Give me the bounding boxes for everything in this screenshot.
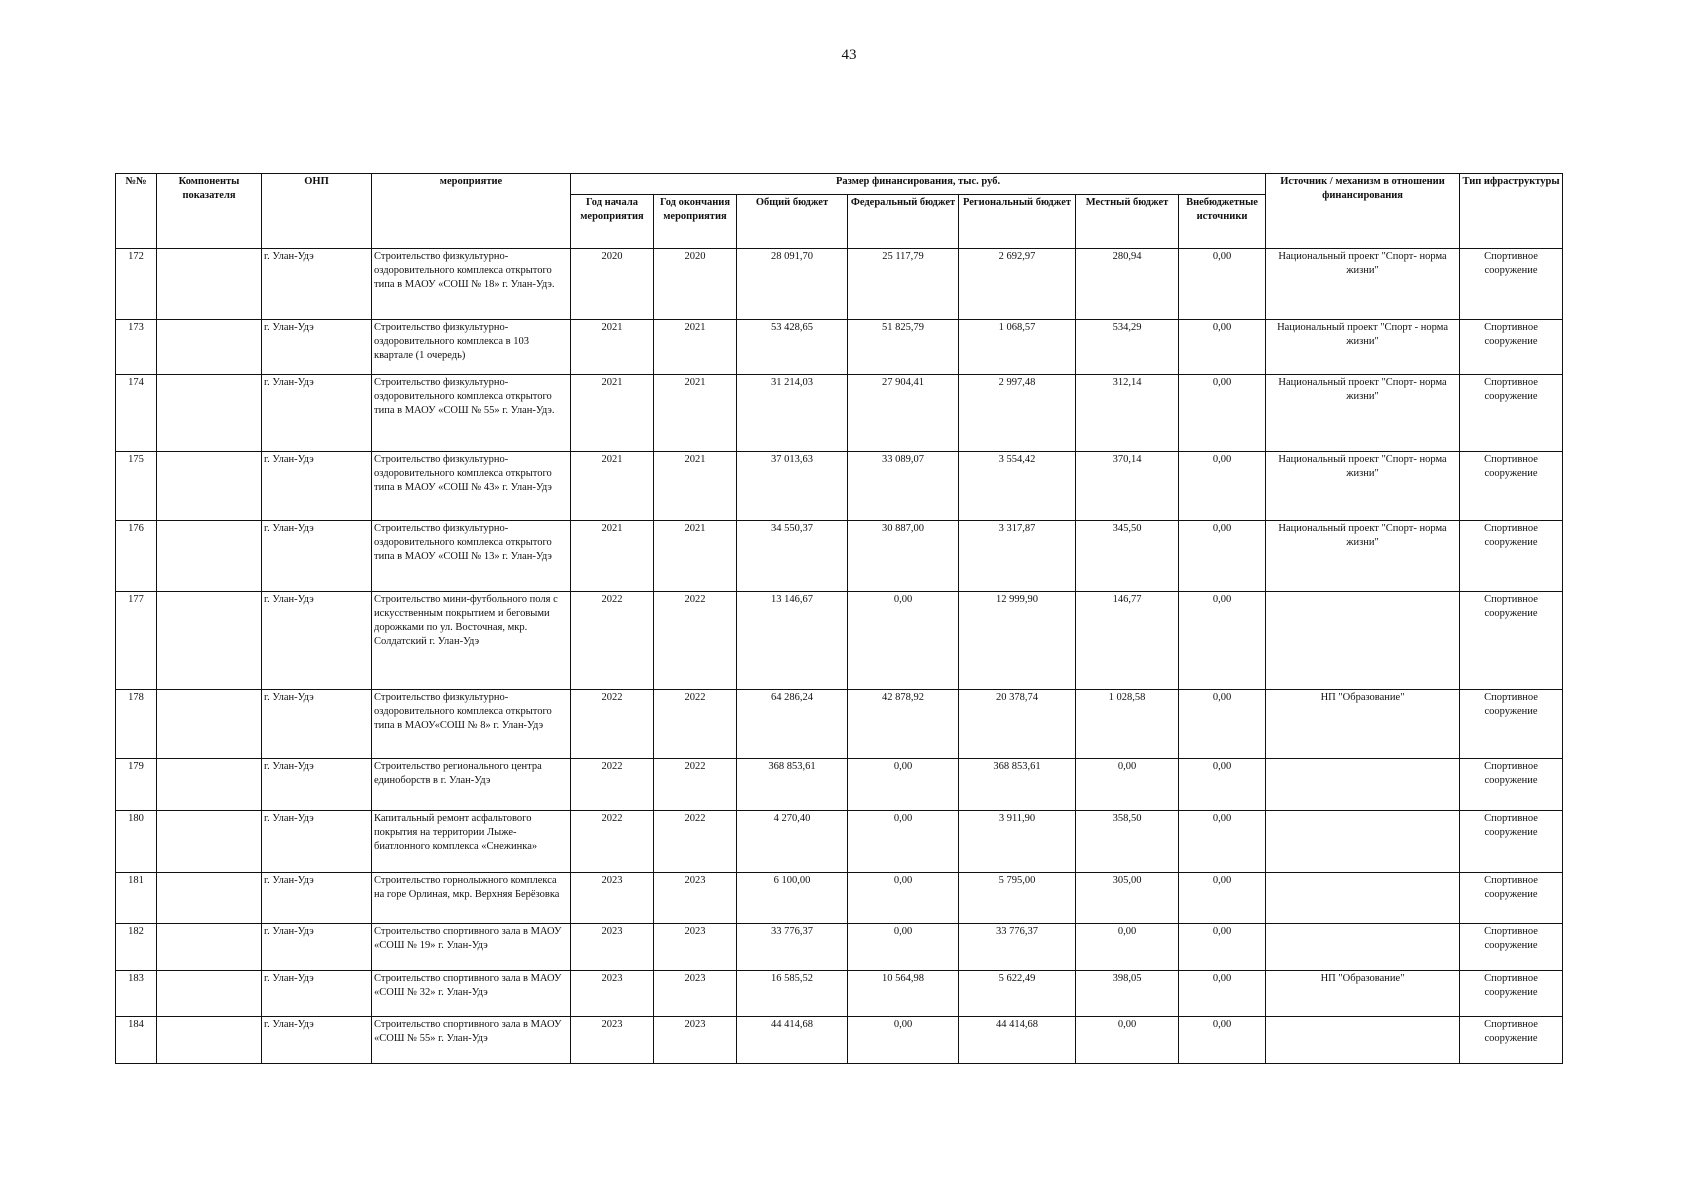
source-cell xyxy=(1266,592,1460,690)
end-year-cell: 2023 xyxy=(654,1017,737,1064)
extra-budget-cell: 0,00 xyxy=(1179,375,1266,452)
regional-budget-cell: 2 997,48 xyxy=(959,375,1076,452)
infra-type-cell: Спортивное сооружение xyxy=(1460,320,1563,375)
federal-budget-cell: 0,00 xyxy=(848,1017,959,1064)
component-cell xyxy=(157,452,262,521)
source-cell: НП "Образование" xyxy=(1266,971,1460,1017)
regional-budget-cell: 3 317,87 xyxy=(959,521,1076,592)
extra-budget-cell: 0,00 xyxy=(1179,452,1266,521)
row-number: 173 xyxy=(116,320,157,375)
regional-budget-cell: 3 554,42 xyxy=(959,452,1076,521)
source-cell xyxy=(1266,873,1460,924)
regional-budget-cell: 33 776,37 xyxy=(959,924,1076,971)
source-cell: Национальный проект "Спорт- норма жизни" xyxy=(1266,452,1460,521)
end-year-cell: 2021 xyxy=(654,452,737,521)
component-cell xyxy=(157,592,262,690)
header-onp: ОНП xyxy=(262,174,372,249)
federal-budget-cell: 0,00 xyxy=(848,592,959,690)
onp-cell: г. Улан-Удэ xyxy=(262,320,372,375)
local-budget-cell: 398,05 xyxy=(1076,971,1179,1017)
infra-type-cell: Спортивное сооружение xyxy=(1460,811,1563,873)
row-number: 184 xyxy=(116,1017,157,1064)
total-budget-cell: 34 550,37 xyxy=(737,521,848,592)
row-number: 180 xyxy=(116,811,157,873)
infra-type-cell: Спортивное сооружение xyxy=(1460,452,1563,521)
federal-budget-cell: 10 564,98 xyxy=(848,971,959,1017)
infra-type-cell: Спортивное сооружение xyxy=(1460,521,1563,592)
local-budget-cell: 0,00 xyxy=(1076,924,1179,971)
row-number: 178 xyxy=(116,690,157,759)
extra-budget-cell: 0,00 xyxy=(1179,759,1266,811)
local-budget-cell: 305,00 xyxy=(1076,873,1179,924)
table-body xyxy=(116,249,1563,1064)
infra-type-cell: Спортивное сооружение xyxy=(1460,249,1563,320)
source-cell: НП "Образование" xyxy=(1266,690,1460,759)
end-year-cell: 2023 xyxy=(654,873,737,924)
regional-budget-cell: 3 911,90 xyxy=(959,811,1076,873)
onp-cell: г. Улан-Удэ xyxy=(262,873,372,924)
regional-budget-cell: 12 999,90 xyxy=(959,592,1076,690)
extra-budget-cell: 0,00 xyxy=(1179,592,1266,690)
total-budget-cell: 368 853,61 xyxy=(737,759,848,811)
end-year-cell: 2021 xyxy=(654,521,737,592)
component-cell xyxy=(157,320,262,375)
extra-budget-cell: 0,00 xyxy=(1179,320,1266,375)
table-row xyxy=(116,924,1563,971)
event-cell: Строительство физкультурно-оздоровительного комплекса в 103 квартале (1 очередь) xyxy=(372,320,571,375)
start-year-cell: 2023 xyxy=(571,924,654,971)
local-budget-cell: 345,50 xyxy=(1076,521,1179,592)
table-row xyxy=(116,320,1563,375)
start-year-cell: 2021 xyxy=(571,375,654,452)
onp-cell: г. Улан-Удэ xyxy=(262,924,372,971)
end-year-cell: 2022 xyxy=(654,811,737,873)
local-budget-cell: 534,29 xyxy=(1076,320,1179,375)
extra-budget-cell: 0,00 xyxy=(1179,249,1266,320)
infra-type-cell: Спортивное сооружение xyxy=(1460,971,1563,1017)
total-budget-cell: 33 776,37 xyxy=(737,924,848,971)
header-regional: Региональный бюджет xyxy=(959,195,1076,249)
end-year-cell: 2021 xyxy=(654,320,737,375)
component-cell xyxy=(157,521,262,592)
federal-budget-cell: 0,00 xyxy=(848,924,959,971)
row-number: 182 xyxy=(116,924,157,971)
total-budget-cell: 64 286,24 xyxy=(737,690,848,759)
start-year-cell: 2022 xyxy=(571,759,654,811)
row-number: 175 xyxy=(116,452,157,521)
table-row xyxy=(116,873,1563,924)
end-year-cell: 2021 xyxy=(654,375,737,452)
federal-budget-cell: 0,00 xyxy=(848,873,959,924)
start-year-cell: 2023 xyxy=(571,971,654,1017)
event-cell: Строительство физкультурно-оздоровительного комплекса открытого типа в МАОУ «СОШ № 43» г. Улан-Удэ xyxy=(372,452,571,521)
onp-cell: г. Улан-Удэ xyxy=(262,521,372,592)
source-cell: Национальный проект "Спорт - норма жизни" xyxy=(1266,320,1460,375)
local-budget-cell: 358,50 xyxy=(1076,811,1179,873)
header-total: Общий бюджет xyxy=(737,195,848,249)
component-cell xyxy=(157,375,262,452)
header-num: №№ xyxy=(116,174,157,249)
event-cell: Строительство физкультурно-оздоровительного комплекса открытого типа в МАОУ «СОШ № 13» г. Улан-Удэ xyxy=(372,521,571,592)
federal-budget-cell: 25 117,79 xyxy=(848,249,959,320)
table-header xyxy=(116,174,1563,249)
federal-budget-cell: 30 887,00 xyxy=(848,521,959,592)
event-cell: Строительство мини-футбольного поля с искусственным покрытием и беговыми дорожками по ул. Восточная, мкр. Солдатский г. Улан-Удэ xyxy=(372,592,571,690)
table-row xyxy=(116,971,1563,1017)
infra-type-cell: Спортивное сооружение xyxy=(1460,924,1563,971)
local-budget-cell: 0,00 xyxy=(1076,1017,1179,1064)
local-budget-cell: 370,14 xyxy=(1076,452,1179,521)
total-budget-cell: 28 091,70 xyxy=(737,249,848,320)
event-cell: Строительство спортивного зала в МАОУ «СОШ № 32» г. Улан-Удэ xyxy=(372,971,571,1017)
row-number: 172 xyxy=(116,249,157,320)
table-row xyxy=(116,592,1563,690)
component-cell xyxy=(157,811,262,873)
infra-type-cell: Спортивное сооружение xyxy=(1460,690,1563,759)
total-budget-cell: 31 214,03 xyxy=(737,375,848,452)
header-start-year: Год начала мероприятия xyxy=(571,195,654,249)
infra-type-cell: Спортивное сооружение xyxy=(1460,1017,1563,1064)
infra-type-cell: Спортивное сооружение xyxy=(1460,759,1563,811)
table-row xyxy=(116,452,1563,521)
onp-cell: г. Улан-Удэ xyxy=(262,690,372,759)
extra-budget-cell: 0,00 xyxy=(1179,521,1266,592)
source-cell xyxy=(1266,1017,1460,1064)
table-row xyxy=(116,1017,1563,1064)
row-number: 183 xyxy=(116,971,157,1017)
source-cell xyxy=(1266,811,1460,873)
onp-cell: г. Улан-Удэ xyxy=(262,971,372,1017)
regional-budget-cell: 44 414,68 xyxy=(959,1017,1076,1064)
row-number: 177 xyxy=(116,592,157,690)
onp-cell: г. Улан-Удэ xyxy=(262,811,372,873)
extra-budget-cell: 0,00 xyxy=(1179,690,1266,759)
row-number: 179 xyxy=(116,759,157,811)
start-year-cell: 2022 xyxy=(571,592,654,690)
source-cell: Национальный проект "Спорт- норма жизни" xyxy=(1266,249,1460,320)
federal-budget-cell: 0,00 xyxy=(848,759,959,811)
end-year-cell: 2022 xyxy=(654,592,737,690)
federal-budget-cell: 42 878,92 xyxy=(848,690,959,759)
event-cell: Строительство регионального центра единоборств в г. Улан-Удэ xyxy=(372,759,571,811)
table-row xyxy=(116,375,1563,452)
end-year-cell: 2022 xyxy=(654,690,737,759)
row-number: 176 xyxy=(116,521,157,592)
onp-cell: г. Улан-Удэ xyxy=(262,452,372,521)
onp-cell: г. Улан-Удэ xyxy=(262,375,372,452)
start-year-cell: 2023 xyxy=(571,873,654,924)
infra-type-cell: Спортивное сооружение xyxy=(1460,592,1563,690)
start-year-cell: 2023 xyxy=(571,1017,654,1064)
extra-budget-cell: 0,00 xyxy=(1179,971,1266,1017)
total-budget-cell: 4 270,40 xyxy=(737,811,848,873)
regional-budget-cell: 368 853,61 xyxy=(959,759,1076,811)
component-cell xyxy=(157,971,262,1017)
source-cell xyxy=(1266,924,1460,971)
onp-cell: г. Улан-Удэ xyxy=(262,592,372,690)
event-cell: Строительство физкультурно-оздоровительного комплекса открытого типа в МАОУ «СОШ № 55» г. Улан-Удэ. xyxy=(372,375,571,452)
event-cell: Капитальный ремонт асфальтового покрытия на территории Лыже-биатлонного комплекса «Снежинка» xyxy=(372,811,571,873)
start-year-cell: 2021 xyxy=(571,452,654,521)
total-budget-cell: 44 414,68 xyxy=(737,1017,848,1064)
component-cell xyxy=(157,873,262,924)
local-budget-cell: 1 028,58 xyxy=(1076,690,1179,759)
component-cell xyxy=(157,1017,262,1064)
local-budget-cell: 146,77 xyxy=(1076,592,1179,690)
total-budget-cell: 13 146,67 xyxy=(737,592,848,690)
end-year-cell: 2023 xyxy=(654,971,737,1017)
header-financing-group: Размер финансирования, тыс. руб. xyxy=(571,174,1266,195)
source-cell: Национальный проект "Спорт- норма жизни" xyxy=(1266,521,1460,592)
total-budget-cell: 16 585,52 xyxy=(737,971,848,1017)
start-year-cell: 2020 xyxy=(571,249,654,320)
end-year-cell: 2023 xyxy=(654,924,737,971)
end-year-cell: 2022 xyxy=(654,759,737,811)
extra-budget-cell: 0,00 xyxy=(1179,873,1266,924)
page-number: 43 xyxy=(841,47,857,63)
table-row xyxy=(116,811,1563,873)
start-year-cell: 2022 xyxy=(571,811,654,873)
extra-budget-cell: 0,00 xyxy=(1179,924,1266,971)
header-component: Компоненты показателя xyxy=(157,174,262,249)
row-number: 181 xyxy=(116,873,157,924)
extra-budget-cell: 0,00 xyxy=(1179,811,1266,873)
regional-budget-cell: 2 692,97 xyxy=(959,249,1076,320)
local-budget-cell: 0,00 xyxy=(1076,759,1179,811)
start-year-cell: 2021 xyxy=(571,521,654,592)
header-infra: Тип ифраструктуры xyxy=(1460,174,1563,249)
event-cell: Строительство спортивного зала в МАОУ «СОШ № 55» г. Улан-Удэ xyxy=(372,1017,571,1064)
table-row xyxy=(116,521,1563,592)
total-budget-cell: 37 013,63 xyxy=(737,452,848,521)
federal-budget-cell: 51 825,79 xyxy=(848,320,959,375)
source-cell xyxy=(1266,759,1460,811)
table-row xyxy=(116,249,1563,320)
header-extra: Внебюджетные источники xyxy=(1179,195,1266,249)
end-year-cell: 2020 xyxy=(654,249,737,320)
component-cell xyxy=(157,690,262,759)
event-cell: Строительство физкультурно-оздоровительного комплекса открытого типа в МАОУ «СОШ № 18» г. Улан-Удэ. xyxy=(372,249,571,320)
infra-type-cell: Спортивное сооружение xyxy=(1460,375,1563,452)
infra-type-cell: Спортивное сооружение xyxy=(1460,873,1563,924)
event-cell: Строительство горнолыжного комплекса на горе Орлиная, мкр. Верхняя Берёзовка xyxy=(372,873,571,924)
local-budget-cell: 280,94 xyxy=(1076,249,1179,320)
onp-cell: г. Улан-Удэ xyxy=(262,249,372,320)
header-local: Местный бюджет xyxy=(1076,195,1179,249)
federal-budget-cell: 27 904,41 xyxy=(848,375,959,452)
component-cell xyxy=(157,249,262,320)
start-year-cell: 2022 xyxy=(571,690,654,759)
regional-budget-cell: 5 795,00 xyxy=(959,873,1076,924)
start-year-cell: 2021 xyxy=(571,320,654,375)
header-end-year: Год окончания мероприятия xyxy=(654,195,737,249)
event-cell: Строительство спортивного зала в МАОУ «СОШ № 19» г. Улан-Удэ xyxy=(372,924,571,971)
source-cell: Национальный проект "Спорт- норма жизни" xyxy=(1266,375,1460,452)
onp-cell: г. Улан-Удэ xyxy=(262,759,372,811)
header-event: мероприятие xyxy=(372,174,571,249)
regional-budget-cell: 1 068,57 xyxy=(959,320,1076,375)
event-cell: Строительство физкультурно-оздоровительного комплекса открытого типа в МАОУ«СОШ № 8» г. Улан-Удэ xyxy=(372,690,571,759)
regional-budget-cell: 20 378,74 xyxy=(959,690,1076,759)
extra-budget-cell: 0,00 xyxy=(1179,1017,1266,1064)
component-cell xyxy=(157,759,262,811)
row-number: 174 xyxy=(116,375,157,452)
onp-cell: г. Улан-Удэ xyxy=(262,1017,372,1064)
regional-budget-cell: 5 622,49 xyxy=(959,971,1076,1017)
financing-table xyxy=(115,173,1563,1064)
header-source: Источник / механизм в отношении финансирования xyxy=(1266,174,1460,249)
federal-budget-cell: 33 089,07 xyxy=(848,452,959,521)
local-budget-cell: 312,14 xyxy=(1076,375,1179,452)
total-budget-cell: 6 100,00 xyxy=(737,873,848,924)
table-row xyxy=(116,759,1563,811)
table-row xyxy=(116,690,1563,759)
total-budget-cell: 53 428,65 xyxy=(737,320,848,375)
component-cell xyxy=(157,924,262,971)
header-federal: Федеральный бюджет xyxy=(848,195,959,249)
federal-budget-cell: 0,00 xyxy=(848,811,959,873)
